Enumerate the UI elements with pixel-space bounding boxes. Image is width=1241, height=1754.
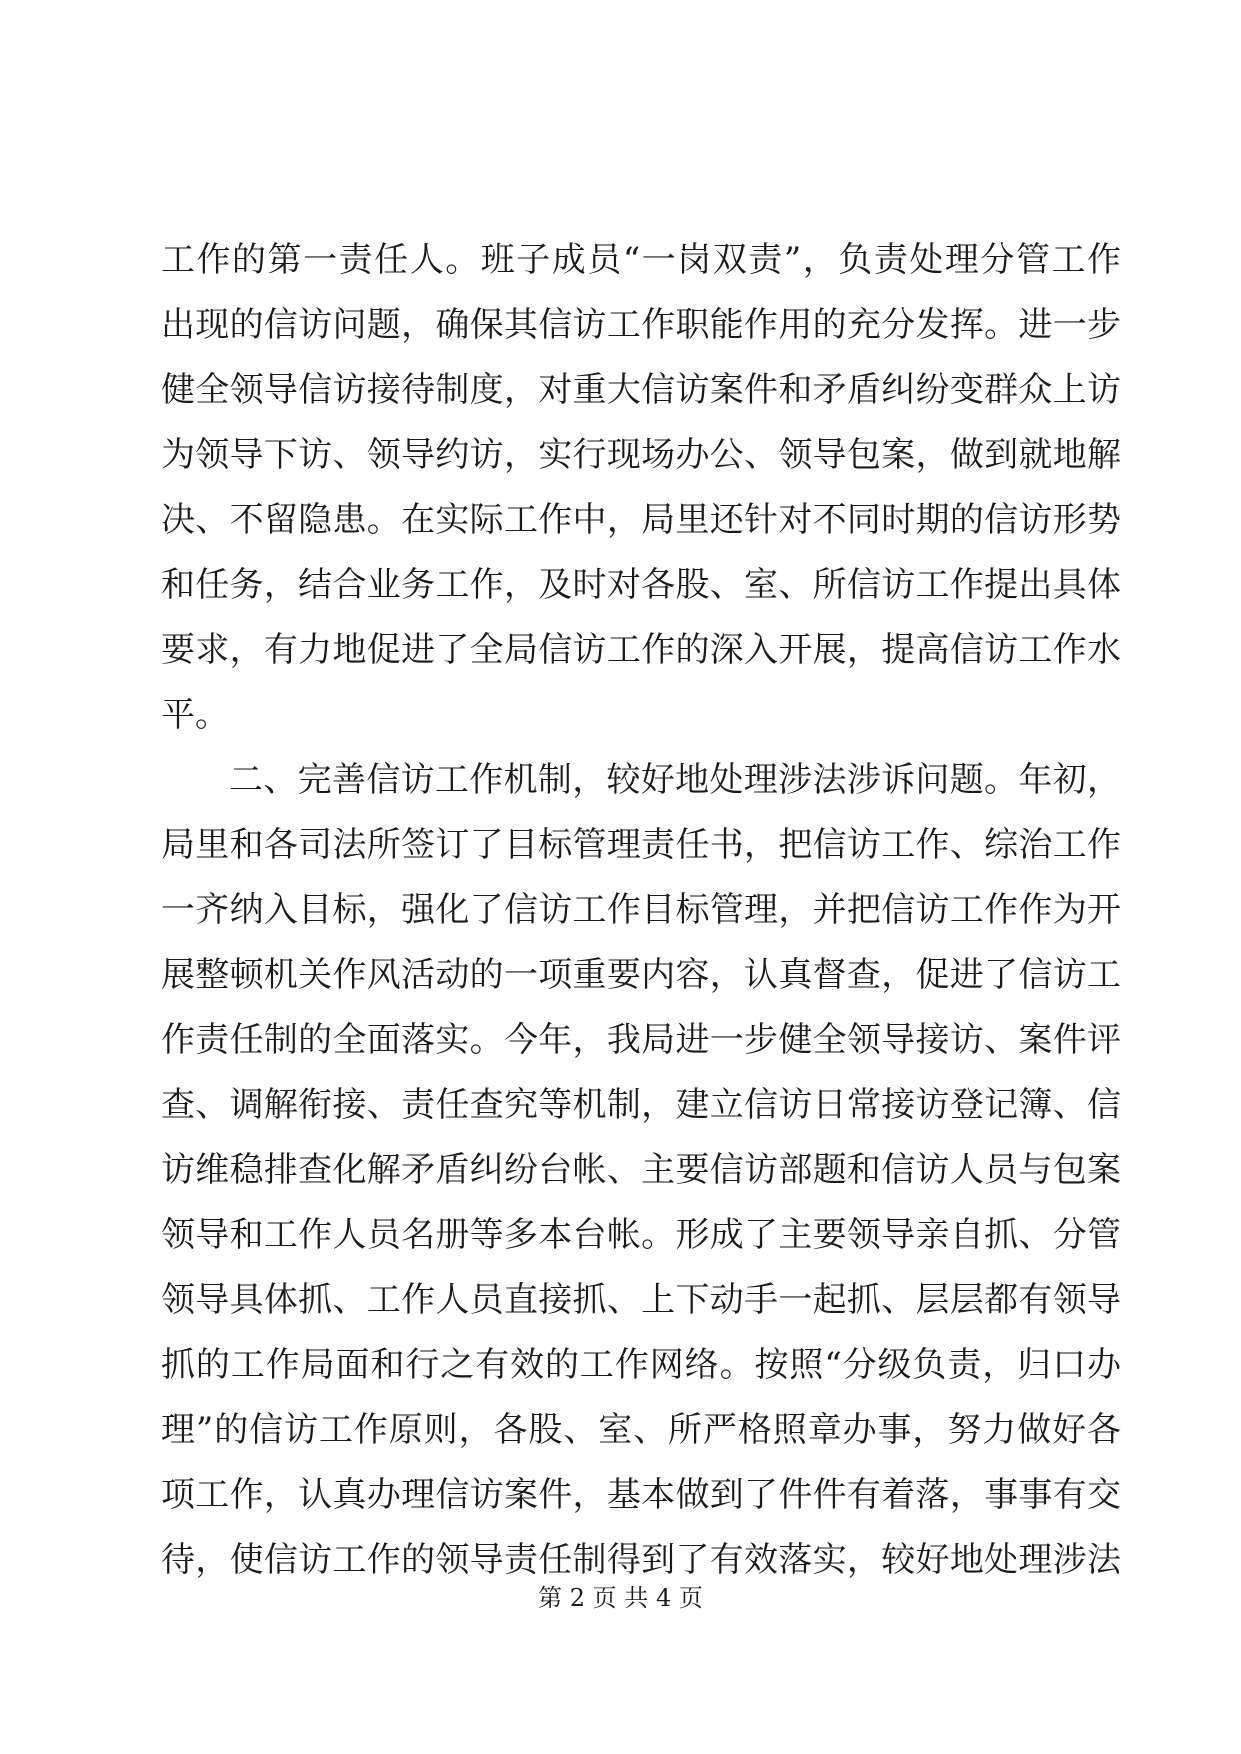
text-line: 工作的第一责任人。班子成员“一岗双责”，负责处理分管工作 bbox=[161, 240, 1121, 280]
text-line: 出现的信访问题，确保其信访工作职能作用的充分发挥。进一步 bbox=[161, 305, 1121, 345]
text-line: 健全领导信访接待制度，对重大信访案件和矛盾纠纷变群众上访 bbox=[161, 370, 1121, 410]
text-line: 展整顿机关作风活动的一项重要内容，认真督查，促进了信访工 bbox=[161, 955, 1121, 995]
text-line: 局里和各司法所签订了目标管理责任书，把信访工作、综治工作 bbox=[161, 825, 1121, 865]
text-line: 项工作，认真办理信访案件，基本做到了件件有着落，事事有交 bbox=[161, 1475, 1121, 1515]
body-text bbox=[161, 228, 1121, 1593]
text-line: 理”的信访工作原则，各股、室、所严格照章办事，努力做好各 bbox=[161, 1410, 1121, 1450]
text-line: 抓的工作局面和行之有效的工作网络。按照“分级负责，归口办 bbox=[161, 1345, 1121, 1385]
text-line: 领导和工作人员名册等多本台帐。形成了主要领导亲自抓、分管 bbox=[161, 1215, 1121, 1255]
text-line: 访维稳排查化解矛盾纠纷台帐、主要信访部题和信访人员与包案 bbox=[161, 1150, 1121, 1190]
text-line: 待，使信访工作的领导责任制得到了有效落实，较好地处理涉法 bbox=[161, 1540, 1121, 1580]
text-line: 决、不留隐患。在实际工作中，局里还针对不同时期的信访形势 bbox=[161, 500, 1121, 540]
text-line: 平。 bbox=[161, 695, 229, 735]
text-line: 和任务，结合业务工作，及时对各股、室、所信访工作提出具体 bbox=[161, 565, 1121, 605]
section-heading-line: 二、完善信访工作机制，较好地处理涉法涉诉问题。年初， bbox=[229, 760, 1121, 800]
text-line: 领导具体抓、工作人员直接抓、上下动手一起抓、层层都有领导 bbox=[161, 1280, 1121, 1320]
page-footer: 第 2 页 共 4 页 bbox=[538, 1584, 703, 1612]
text-line: 为领导下访、领导约访，实行现场办公、领导包案，做到就地解 bbox=[161, 435, 1121, 475]
text-line: 查、调解衔接、责任查究等机制，建立信访日常接访登记簿、信 bbox=[161, 1085, 1121, 1125]
text-line: 要求，有力地促进了全局信访工作的深入开展，提高信访工作水 bbox=[161, 630, 1121, 670]
text-line: 作责任制的全面落实。今年，我局进一步健全领导接访、案件评 bbox=[161, 1020, 1121, 1060]
text-line: 一齐纳入目标，强化了信访工作目标管理，并把信访工作作为开 bbox=[161, 890, 1121, 930]
